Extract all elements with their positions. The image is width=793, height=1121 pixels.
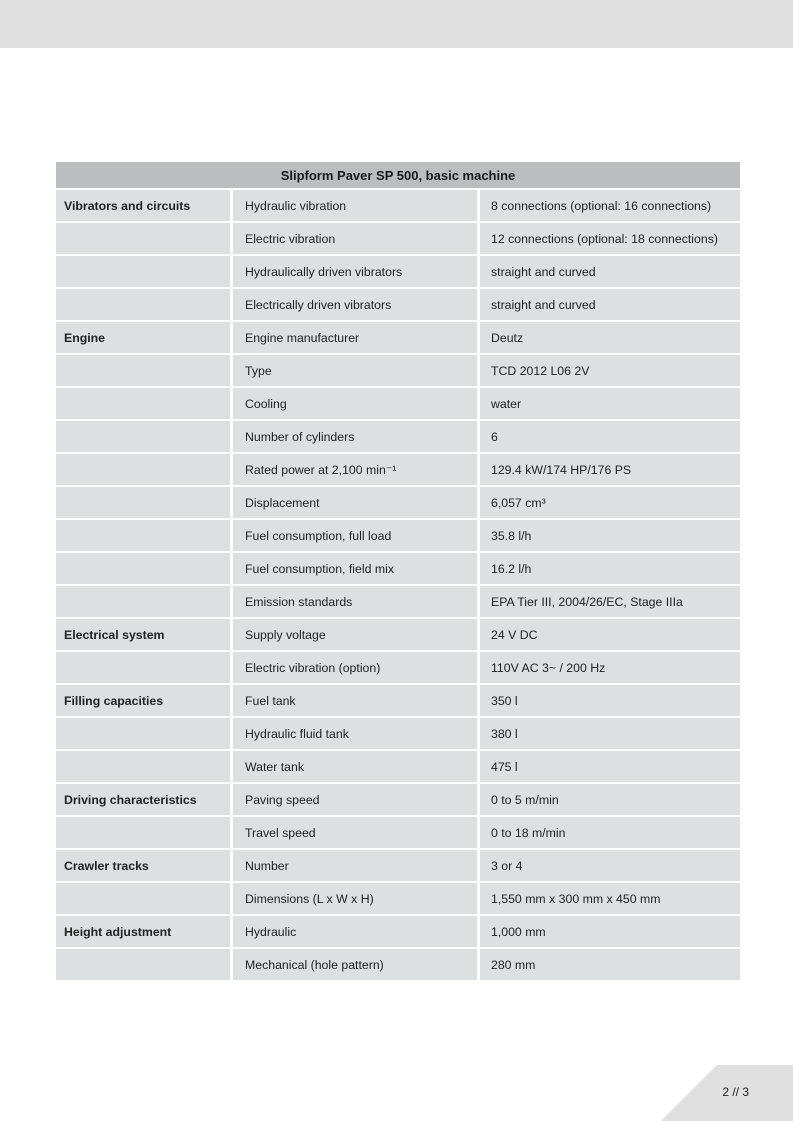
row-value: 24 V DC <box>480 619 740 652</box>
row-parameter: Travel speed <box>233 817 477 850</box>
row-value: straight and curved <box>480 289 740 322</box>
row-parameter: Fuel consumption, field mix <box>233 553 477 586</box>
table-row <box>56 718 740 751</box>
row-parameter: Type <box>233 355 477 388</box>
table-row <box>56 289 740 322</box>
row-category <box>56 388 230 421</box>
row-category <box>56 487 230 520</box>
table-row <box>56 619 740 652</box>
row-category <box>56 949 230 982</box>
row-category: Driving characteristics <box>56 784 230 817</box>
table-row <box>56 520 740 553</box>
row-category <box>56 751 230 784</box>
row-parameter: Engine manufacturer <box>233 322 477 355</box>
row-parameter: Number of cylinders <box>233 421 477 454</box>
row-value: water <box>480 388 740 421</box>
table-row <box>56 916 740 949</box>
row-category <box>56 223 230 256</box>
row-value: 1,000 mm <box>480 916 740 949</box>
row-parameter: Paving speed <box>233 784 477 817</box>
row-parameter: Electric vibration <box>233 223 477 256</box>
row-value: 0 to 5 m/min <box>480 784 740 817</box>
table-row <box>56 949 740 982</box>
header-band <box>0 0 793 48</box>
table-body <box>56 190 740 982</box>
row-category <box>56 883 230 916</box>
row-category <box>56 421 230 454</box>
table-title: Slipform Paver SP 500, basic machine <box>56 162 740 190</box>
row-parameter: Dimensions (L x W x H) <box>233 883 477 916</box>
row-category: Height adjustment <box>56 916 230 949</box>
row-parameter: Hydraulic fluid tank <box>233 718 477 751</box>
row-value: 16.2 l/h <box>480 553 740 586</box>
row-parameter: Water tank <box>233 751 477 784</box>
row-parameter: Displacement <box>233 487 477 520</box>
row-parameter: Hydraulic vibration <box>233 190 477 223</box>
row-value: 6 <box>480 421 740 454</box>
row-category <box>56 586 230 619</box>
table-row <box>56 883 740 916</box>
row-parameter: Hydraulic <box>233 916 477 949</box>
row-value: 0 to 18 m/min <box>480 817 740 850</box>
row-value: 35.8 l/h <box>480 520 740 553</box>
table-row <box>56 421 740 454</box>
row-value: TCD 2012 L06 2V <box>480 355 740 388</box>
row-value: 280 mm <box>480 949 740 982</box>
row-parameter: Electric vibration (option) <box>233 652 477 685</box>
row-parameter: Fuel tank <box>233 685 477 718</box>
row-parameter: Fuel consumption, full load <box>233 520 477 553</box>
row-value: 3 or 4 <box>480 850 740 883</box>
page-corner <box>661 1065 793 1121</box>
row-parameter: Rated power at 2,100 min⁻¹ <box>233 454 477 487</box>
table-row <box>56 784 740 817</box>
row-category: Engine <box>56 322 230 355</box>
row-value: 350 l <box>480 685 740 718</box>
table-row <box>56 685 740 718</box>
row-value: 6,057 cm³ <box>480 487 740 520</box>
row-category: Filling capacities <box>56 685 230 718</box>
row-value: Deutz <box>480 322 740 355</box>
table-row <box>56 355 740 388</box>
row-value: 475 l <box>480 751 740 784</box>
table-row <box>56 388 740 421</box>
row-category <box>56 520 230 553</box>
row-value: 380 l <box>480 718 740 751</box>
row-parameter: Emission standards <box>233 586 477 619</box>
row-value: EPA Tier III, 2004/26/EC, Stage IIIa <box>480 586 740 619</box>
row-category <box>56 454 230 487</box>
row-parameter: Cooling <box>233 388 477 421</box>
row-parameter: Supply voltage <box>233 619 477 652</box>
row-value: 12 connections (optional: 18 connections) <box>480 223 740 256</box>
row-category: Crawler tracks <box>56 850 230 883</box>
table-row <box>56 850 740 883</box>
row-value: 129.4 kW/174 HP/176 PS <box>480 454 740 487</box>
row-category <box>56 355 230 388</box>
row-category <box>56 652 230 685</box>
row-value: 110V AC 3~ / 200 Hz <box>480 652 740 685</box>
table-row <box>56 190 740 223</box>
table-row <box>56 751 740 784</box>
row-value: straight and curved <box>480 256 740 289</box>
page-number: 2 // 3 <box>722 1085 749 1099</box>
table-row <box>56 817 740 850</box>
row-value: 8 connections (optional: 16 connections) <box>480 190 740 223</box>
table-row <box>56 322 740 355</box>
table-row <box>56 652 740 685</box>
table-row <box>56 454 740 487</box>
row-parameter: Number <box>233 850 477 883</box>
row-category: Vibrators and circuits <box>56 190 230 223</box>
row-category: Electrical system <box>56 619 230 652</box>
row-category <box>56 553 230 586</box>
spec-table <box>56 162 740 982</box>
row-parameter: Electrically driven vibrators <box>233 289 477 322</box>
row-category <box>56 718 230 751</box>
table-row <box>56 223 740 256</box>
table-row <box>56 256 740 289</box>
table-row <box>56 586 740 619</box>
row-category <box>56 256 230 289</box>
row-parameter: Hydraulically driven vibrators <box>233 256 477 289</box>
row-category <box>56 817 230 850</box>
row-value: 1,550 mm x 300 mm x 450 mm <box>480 883 740 916</box>
table-row <box>56 553 740 586</box>
row-parameter: Mechanical (hole pattern) <box>233 949 477 982</box>
row-category <box>56 289 230 322</box>
table-row <box>56 487 740 520</box>
